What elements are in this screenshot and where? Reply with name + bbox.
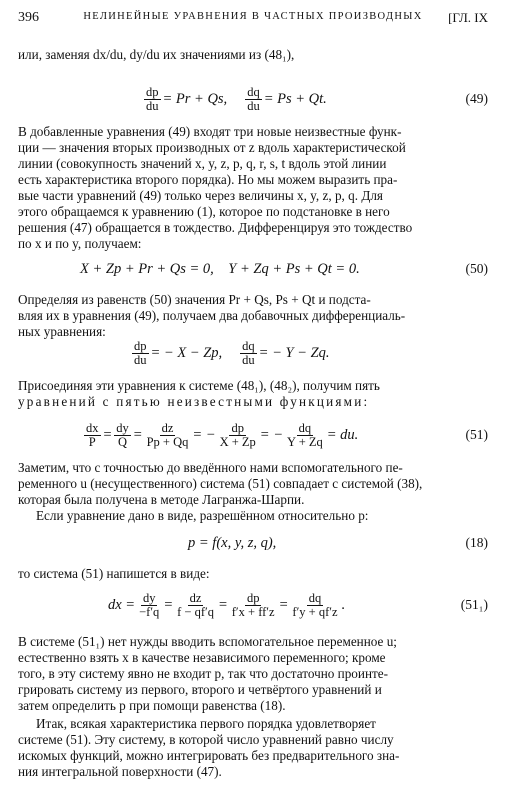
equation-body: dx = $\frac{dy}{-f'q}$ = $\frac{dz}{f - qf'q}$ = $\frac{dp}{f'x + ff'z}$ = $\frac{dq}{f'y + qf'z}$ . xyxy=(108,590,346,619)
equation-term: = Pr + Qs, xyxy=(162,90,228,107)
fraction: $\frac{dq}{Y + Zq}$ xyxy=(287,420,323,449)
text-line: Заметим, что с точностью до введённого нами вспомогательного пе- xyxy=(18,460,403,475)
equation-body xyxy=(142,84,327,114)
fraction: $\frac{dx}{P}$ xyxy=(86,420,99,449)
equation-number: (18) xyxy=(465,535,488,550)
fraction: $\frac{dz}{Pp + Qq}$ xyxy=(146,420,189,449)
fraction: $\frac{dq}{f'y + qf'z}$ xyxy=(292,590,338,619)
text-line: того, в эту систему явно не входит p, так что достаточно проинте- xyxy=(18,666,389,681)
text-line: Присоединяя эти уравнения к системе (48₁), (48₂), получим пять xyxy=(18,378,380,393)
equation-51 xyxy=(18,420,488,450)
equation-body: $\frac{dx}{P}$ = $\frac{dy}{Q}$ = $\frac{dz}{Pp + Qq}$ = − $\frac{dp}{X + Zp}$ = − $\frac{dq}{Y + Zq}$ = du. xyxy=(86,420,359,449)
equation-number: (50) xyxy=(465,261,488,276)
running-title: НЕЛИНЕЙНЫЕ УРАВНЕНИЯ В ЧАСТНЫХ ПРОИЗВОДНЫХ xyxy=(83,11,423,22)
text-line: Итак, всякая характеристика первого порядка удовлетворяет xyxy=(36,716,376,731)
text-line: есть характеристика второго порядка). Но мы можем выразить пра- xyxy=(18,172,398,187)
equation-term: = − Y − Zq. xyxy=(258,344,330,361)
text-line: решения (47) обращается в тождество. Дифференцируя это тождество xyxy=(18,220,413,235)
equation-51-1 xyxy=(18,590,488,620)
text-line: Определяя из равенств (50) значения Pr + Qs, Ps + Qt и подста- xyxy=(18,292,371,307)
text-line: В добавленные уравнения (49) входят три новые неизвестные функ- xyxy=(18,124,402,139)
chapter-label: [ГЛ. IX xyxy=(448,10,488,25)
paragraph-6 xyxy=(18,566,488,582)
equation-term: = du. xyxy=(326,426,359,443)
text-line: ния интегральной поверхности (47). xyxy=(18,764,222,779)
fraction: $\frac{dp}{X + Zp}$ xyxy=(219,420,256,449)
equation-body xyxy=(130,338,330,368)
fraction: $\frac{dp}{du}$ xyxy=(134,338,147,367)
equation-50 xyxy=(18,254,488,284)
equation-term: dx = xyxy=(108,596,136,613)
equation-term: = − X − Zp, xyxy=(150,344,223,361)
text-line: искомых функций, можно интегрировать без предварительного зна- xyxy=(18,748,400,763)
fraction: $\frac{dp}{f'x + ff'z}$ xyxy=(231,590,275,619)
paragraph-8 xyxy=(18,716,488,780)
paragraph-1 xyxy=(18,47,488,63)
text-line: этого обращаемся к уравнению (1), которое по подстановке в него xyxy=(18,204,390,219)
text-line: по x и по y, получаем: xyxy=(18,236,142,251)
paragraph-5 xyxy=(18,460,488,524)
equation-number: (51) xyxy=(465,427,488,442)
equation-number: (49) xyxy=(465,91,488,106)
fraction: $\frac{dz}{f - qf'q}$ xyxy=(177,590,214,619)
equation-18 xyxy=(18,528,488,558)
text-line: ных уравнения: xyxy=(18,324,106,339)
text-line: естественно взять x в качестве независимого переменного; кроме xyxy=(18,650,386,665)
fraction: $\frac{dq}{du}$ xyxy=(242,338,255,367)
page-number: 396 xyxy=(18,10,39,25)
text-line: ременного u (несущественного) система (51) совпадает с системой (38), xyxy=(18,476,423,491)
equation-body xyxy=(80,254,360,284)
text-line: грировать систему из первого, второго и четвёртого уравнений и xyxy=(18,682,382,697)
paragraph-2 xyxy=(18,124,488,252)
running-header xyxy=(18,10,488,30)
equation-49 xyxy=(18,84,488,114)
fraction: $\frac{dy}{Q}$ xyxy=(116,420,129,449)
fraction: $\frac{dq}{du}$ xyxy=(247,84,260,113)
text-line: В системе (51₁) нет нужды вводить вспомогательное переменное u; xyxy=(18,634,397,649)
text-line: Если уравнение дано в виде, разрешённом относительно p: xyxy=(36,508,369,523)
paragraph-7 xyxy=(18,634,488,714)
text-line: линии (совокупность значений x, y, z, p, q, r, s, t вдоль этой линии xyxy=(18,156,387,171)
paragraph-3 xyxy=(18,292,488,340)
text-line: уравнений с пятью неизвестными функциями: xyxy=(18,394,370,409)
text-line: вые части уравнений (49) только через величины x, y, z, p, q. Для xyxy=(18,188,383,203)
fraction: $\frac{dy}{-f'q}$ xyxy=(139,590,160,619)
equation-additional xyxy=(18,338,488,368)
equation-term: = Ps + Qt. xyxy=(263,90,327,107)
equation-term: X + Zp + Pr + Qs = 0, Y + Zq + Ps + Qt = 0. xyxy=(80,260,360,277)
text-line: то система (51) напишется в виде: xyxy=(18,566,210,581)
equation-body xyxy=(188,528,276,558)
text-line: или, заменяя dx/du, dy/du их значениями из (48₁), xyxy=(18,47,295,62)
text-line: которая была получена в методе Лагранжа-Шарпи. xyxy=(18,492,305,507)
equation-number: (51₁) xyxy=(460,597,488,612)
text-line: вляя их в уравнения (49), получаем два добавочных дифференциаль- xyxy=(18,308,406,323)
text-line: ции — значения вторых производных от z вдоль характеристической xyxy=(18,140,406,155)
paragraph-4 xyxy=(18,378,488,410)
fraction: $\frac{dp}{du}$ xyxy=(146,84,159,113)
text-line: системе (51). Эту систему, в которой число уравнений равно числу xyxy=(18,732,394,747)
equation-term: p = f(x, y, z, q), xyxy=(188,534,277,551)
text-line: затем определить p при помощи равенства (18). xyxy=(18,698,286,713)
